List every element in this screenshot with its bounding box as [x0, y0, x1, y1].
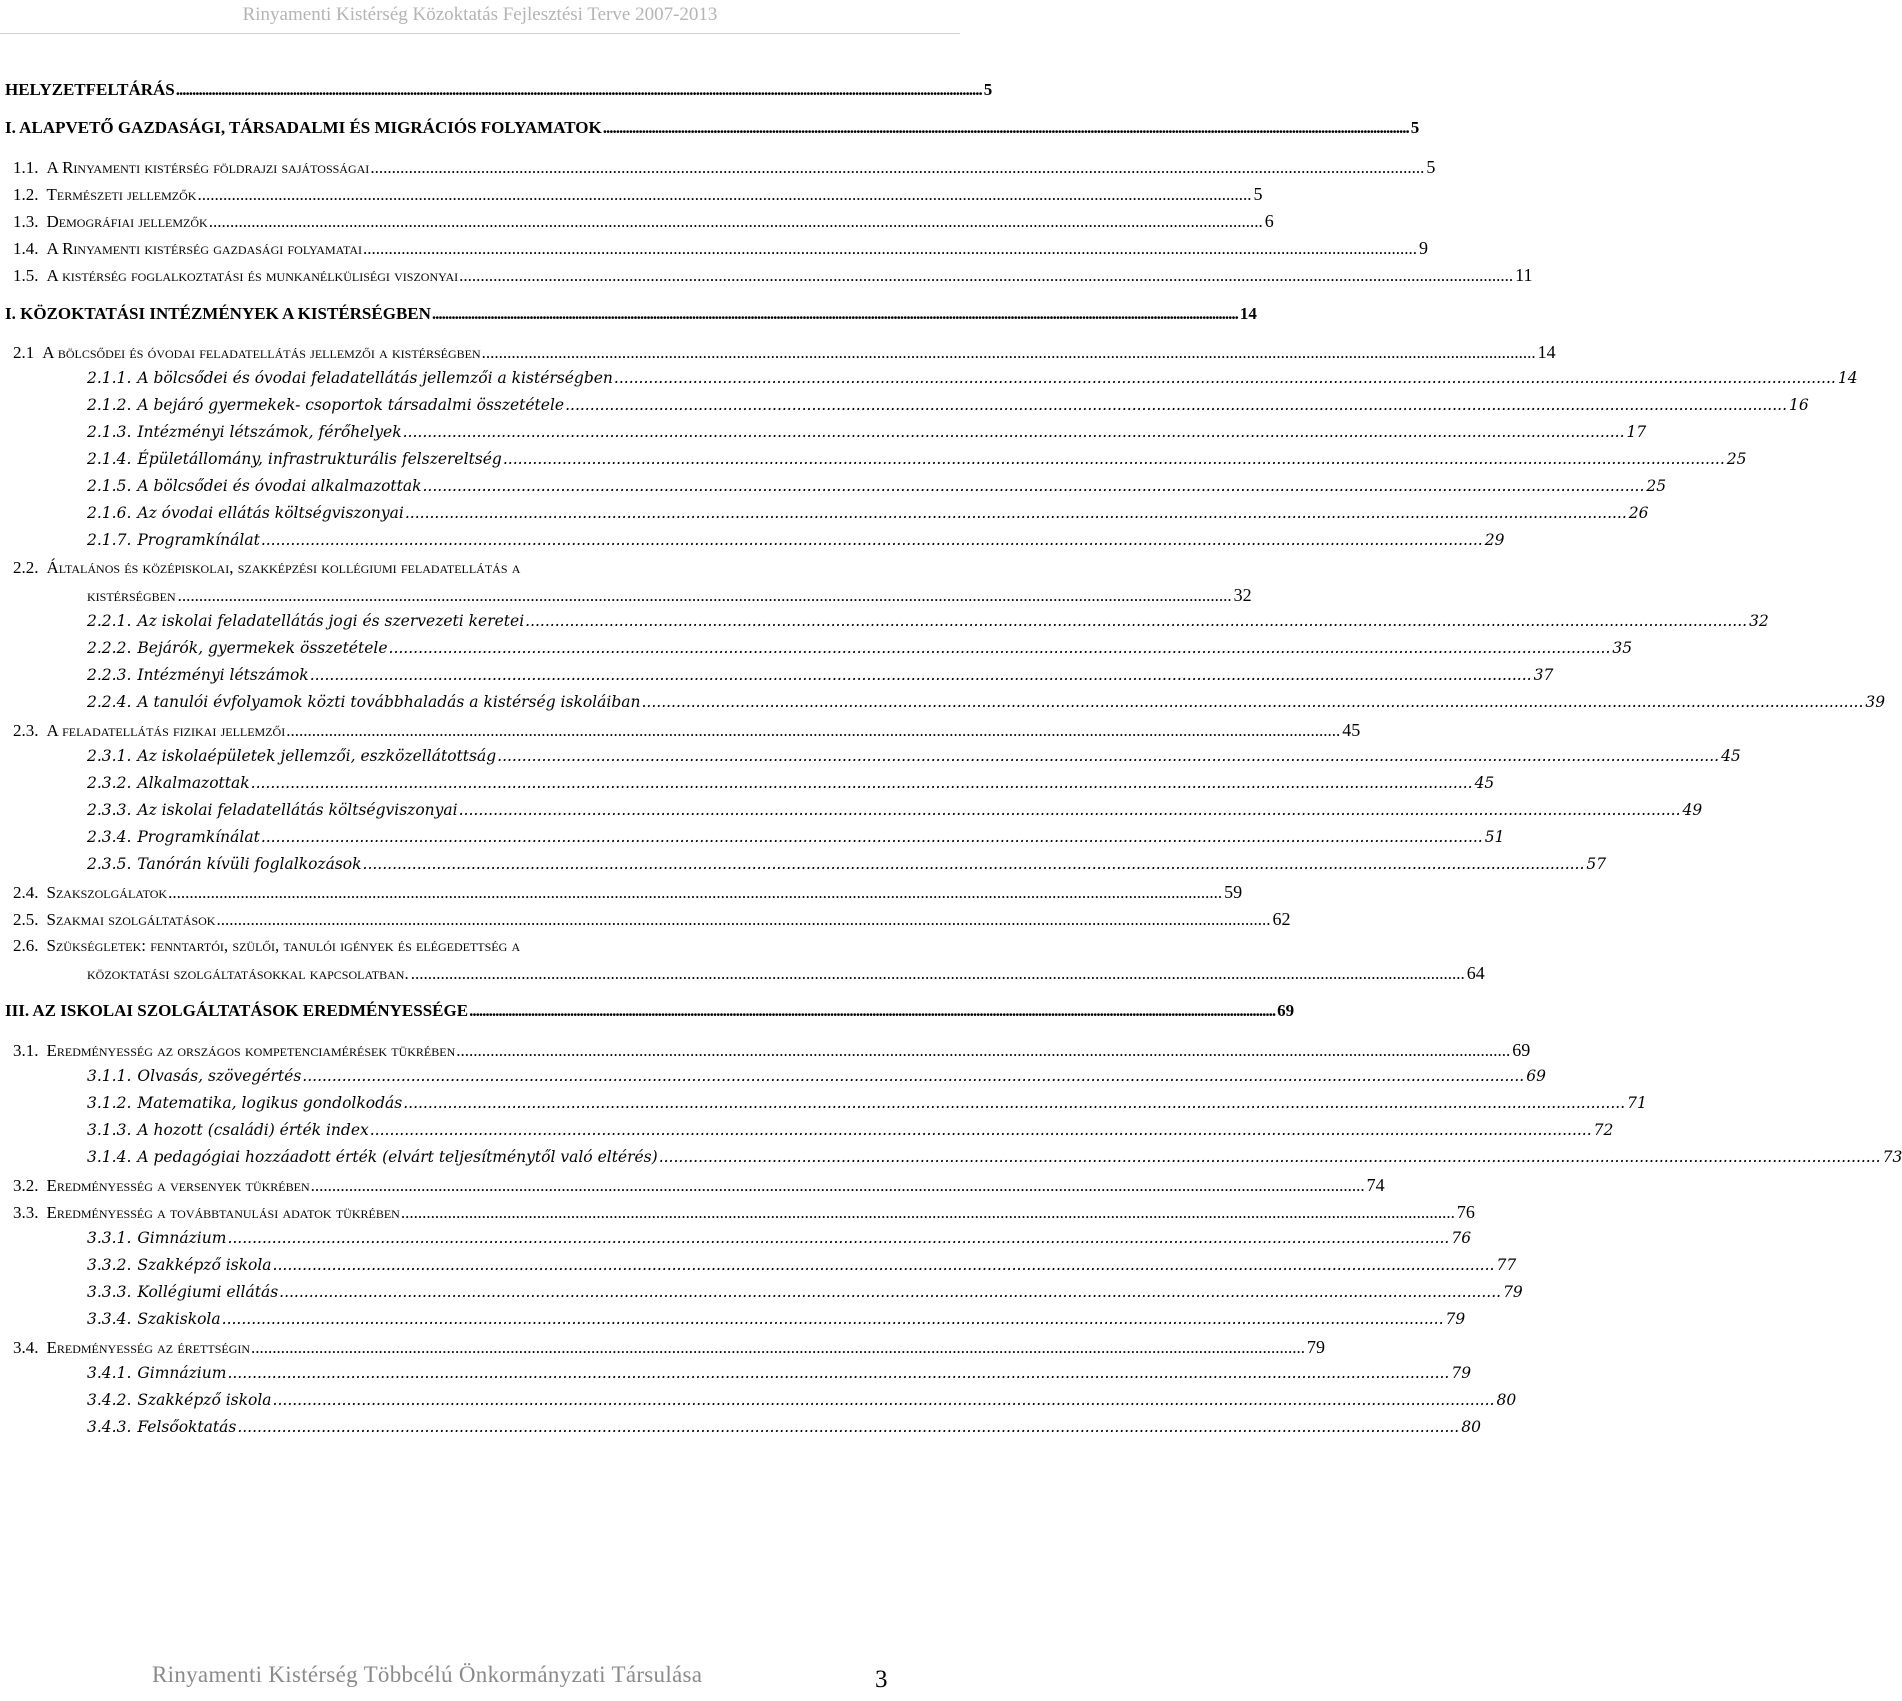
- header-rule: [0, 33, 960, 34]
- toc-entry[interactable]: 2.3.4. Programkínálat ..... 51: [87, 828, 898, 846]
- toc-entry[interactable]: 1.5. A kistérség foglalkoztatási és munkanélküliségi viszonyai ..... 11: [13, 265, 897, 286]
- toc-entry[interactable]: 3.3. Eredményesség a továbbtanulási adatok tükrében ..... 76: [13, 1202, 897, 1223]
- toc-entry[interactable]: 2.1.7. Programkínálat ..... 29: [87, 531, 898, 549]
- toc-entry[interactable]: 2.1.2. A bejáró gyermekek- csoportok társadalmi összetétele ..... 16: [87, 396, 898, 414]
- toc-entry[interactable]: 2.4. Szakszolgálatok ..... 59: [13, 882, 897, 903]
- toc-entry[interactable]: 2.1.6. Az óvodai ellátás költségviszonyai ..... 26: [87, 504, 898, 522]
- toc-entry[interactable]: 3.4.1. Gimnázium ..... 79: [87, 1364, 898, 1382]
- toc-entry[interactable]: 2.1.3. Intézményi létszámok, férőhelyek ..... 17: [87, 423, 898, 441]
- toc-entry[interactable]: III. AZ ISKOLAI SZOLGÁLTATÁSOK EREDMÉNYESSÉGE ..... 69: [5, 1001, 955, 1021]
- toc-entry[interactable]: 3.1.2. Matematika, logikus gondolkodás ..... 71: [87, 1094, 898, 1112]
- toc-entry[interactable]: 1.4. A Rinyamenti kistérség gazdasági folyamatai ..... 9: [13, 238, 897, 259]
- toc-entry[interactable]: 3.2. Eredményesség a versenyek tükrében ..... 74: [13, 1175, 897, 1196]
- toc-entry[interactable]: 3.1.3. A hozott (családi) érték index ..... 72: [87, 1121, 898, 1139]
- toc-entry[interactable]: I. KÖZOKTATÁSI INTÉZMÉNYEK A KISTÉRSÉGBEN ..... 14: [5, 304, 955, 324]
- footer-page-number: 3: [875, 1666, 888, 1693]
- toc-entry-continuation[interactable]: kistérségben ..... 32: [87, 585, 897, 606]
- toc-entry[interactable]: 2.1 A bölcsődei és óvodai feladatellátás jellemzői a kistérségben ..... 14: [13, 342, 897, 363]
- toc-entry[interactable]: 2.5. Szakmai szolgáltatások ..... 62: [13, 909, 897, 930]
- toc-entry[interactable]: 2.1.1. A bölcsődei és óvodai feladatellátás jellemzői a kistérségben ..... 14: [87, 369, 898, 387]
- toc-entry[interactable]: 2.3.2. Alkalmazottak ..... 45: [87, 774, 898, 792]
- toc-entry[interactable]: 2.3.1. Az iskolaépületek jellemzői, eszközellátottság ..... 45: [87, 747, 898, 765]
- toc-entry[interactable]: 2.2.4. A tanulói évfolyamok közti továbbhaladás a kistérség iskoláiban ..... 39: [87, 693, 898, 711]
- toc-entry[interactable]: 3.3.2. Szakképző iskola ..... 77: [87, 1256, 898, 1274]
- toc-entry[interactable]: 2.2.2. Bejárók, gyermekek összetétele ..... 35: [87, 639, 898, 657]
- toc-entry[interactable]: HELYZETFELTÁRÁS ..... 5: [5, 80, 955, 100]
- toc-entry[interactable]: 2.2. Általános és középiskolai, szakképzési kollégiumi feladatellátás a: [13, 558, 521, 577]
- toc-entry[interactable]: 3.3.1. Gimnázium ..... 76: [87, 1229, 898, 1247]
- toc-entry[interactable]: 3.3.3. Kollégiumi ellátás ..... 79: [87, 1283, 898, 1301]
- toc-entry[interactable]: 3.1. Eredményesség az országos kompetenciamérések tükrében ..... 69: [13, 1040, 897, 1061]
- toc-entry[interactable]: 3.4.3. Felsőoktatás ..... 80: [87, 1418, 898, 1436]
- toc-entry[interactable]: 1.1. A Rinyamenti kistérség földrajzi sajátosságai ..... 5: [13, 157, 897, 178]
- footer-organization: Rinyamenti Kistérség Többcélú Önkormányzati Társulása: [152, 1662, 703, 1687]
- page-header: Rinyamenti Kistérség Közoktatás Fejlesztési Terve 2007-2013: [242, 4, 718, 25]
- toc-entry[interactable]: 3.3.4. Szakiskola ..... 79: [87, 1310, 898, 1328]
- toc-entry-continuation[interactable]: közoktatási szolgáltatásokkal kapcsolatban. ..... 64: [87, 963, 897, 984]
- toc-entry[interactable]: 3.1.4. A pedagógiai hozzáadott érték (elvárt teljesítménytől való eltérés) ..... 73: [87, 1148, 898, 1166]
- toc-entry[interactable]: 2.3. A feladatellátás fizikai jellemzői ..... 45: [13, 720, 897, 741]
- toc-entry[interactable]: 1.2. Természeti jellemzők ..... 5: [13, 184, 897, 205]
- toc-entry[interactable]: 2.3.3. Az iskolai feladatellátás költségviszonyai ..... 49: [87, 801, 898, 819]
- toc-entry[interactable]: 3.1.1. Olvasás, szövegértés ..... 69: [87, 1067, 898, 1085]
- toc-entry[interactable]: 2.6. Szükségletek: fenntartói, szülői, tanulói igények és elégedettség a: [13, 936, 521, 955]
- toc-entry[interactable]: 1.3. Demográfiai jellemzők ..... 6: [13, 211, 897, 232]
- toc-entry[interactable]: 2.2.1. Az iskolai feladatellátás jogi és szervezeti keretei ..... 32: [87, 612, 898, 630]
- toc-entry[interactable]: 2.1.4. Épületállomány, infrastrukturális felszereltség ..... 25: [87, 450, 898, 468]
- toc-entry[interactable]: 3.4.2. Szakképző iskola ..... 80: [87, 1391, 898, 1409]
- toc-entry[interactable]: 3.4. Eredményesség az érettségin ..... 79: [13, 1337, 897, 1358]
- toc-entry[interactable]: 2.2.3. Intézményi létszámok ..... 37: [87, 666, 898, 684]
- toc-entry[interactable]: 2.1.5. A bölcsődei és óvodai alkalmazottak ..... 25: [87, 477, 898, 495]
- toc-entry[interactable]: I. ALAPVETŐ GAZDASÁGI, TÁRSADALMI ÉS MIGRÁCIÓS FOLYAMATOK ..... 5: [5, 118, 955, 138]
- toc-entry[interactable]: 2.3.5. Tanórán kívüli foglalkozások ..... 57: [87, 855, 898, 873]
